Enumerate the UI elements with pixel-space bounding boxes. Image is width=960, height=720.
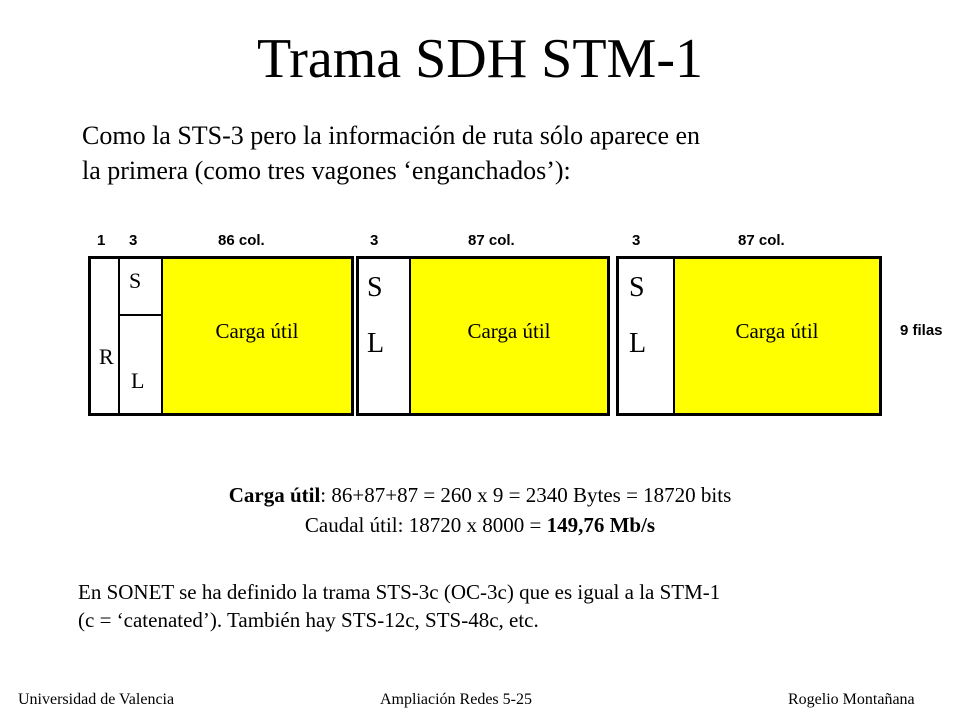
frame3-payload xyxy=(675,259,879,413)
intro-text xyxy=(82,118,882,188)
frame2-payload-label: Carga útil xyxy=(467,319,551,343)
formula-bold-label: Carga útil xyxy=(228,483,321,507)
frame1-header-86-col: 86 col. xyxy=(218,232,265,249)
frame2-payload xyxy=(411,259,607,413)
formula-line-1-rest: : 86+87+87 = 260 x 9 = 2340 Bytes = 18720 bits xyxy=(320,483,732,507)
intro-line-2: la primera (como tres vagones ‘enganchados’): xyxy=(82,156,571,185)
frame3-header-col-3: 3 xyxy=(632,232,641,249)
frame1-header-col-3: 3 xyxy=(129,232,138,249)
frame2-l-label: L xyxy=(367,328,385,359)
frame1-l-label: L xyxy=(131,368,145,393)
footer-left: Universidad de Valencia xyxy=(18,691,175,708)
formula-result: 149,76 Mb/s xyxy=(546,513,656,537)
frame3-header-87-col: 87 col. xyxy=(738,232,785,249)
page-title: Trama SDH STM-1 xyxy=(257,28,703,90)
rows-label: 9 filas xyxy=(900,322,943,339)
frame1-divider-r xyxy=(118,259,120,413)
frame2-header-87-col: 87 col. xyxy=(468,232,515,249)
stm1-frame-3 xyxy=(616,256,882,416)
frame3-l-label: L xyxy=(629,328,647,359)
footer-right: Rogelio Montañana xyxy=(788,691,915,708)
frame1-divider-s-l xyxy=(120,314,162,316)
outro-text xyxy=(78,578,938,634)
formula-line-2 xyxy=(0,512,960,539)
frame2-header-col-3: 3 xyxy=(370,232,379,249)
outro-line-2: (c = ‘catenated’). También hay STS-12c, STS-48c, etc. xyxy=(78,608,539,632)
footer-center: Ampliación Redes 5-25 xyxy=(380,691,532,708)
frame1-payload xyxy=(163,259,351,413)
outro-line-1: En SONET se ha definido la trama STS-3c (OC-3c) que es igual a la STM-1 xyxy=(78,580,721,604)
formula-line-2-text: Caudal útil: 18720 x 8000 = xyxy=(304,513,547,537)
frame1-r-label: R xyxy=(99,344,114,369)
frame1-s-label: S xyxy=(129,268,142,293)
stm1-frame-2 xyxy=(356,256,610,416)
frame3-payload-label: Carga útil xyxy=(735,319,819,343)
stm1-frame-1 xyxy=(88,256,354,416)
frame2-s-label: S xyxy=(367,272,383,303)
intro-line-1: Como la STS-3 pero la información de ruta sólo aparece en xyxy=(82,121,701,150)
frame1-payload-label: Carga útil xyxy=(215,319,299,343)
frame3-s-label: S xyxy=(629,272,645,303)
formula-line-1 xyxy=(0,482,960,509)
frame1-header-col-1: 1 xyxy=(97,232,106,249)
